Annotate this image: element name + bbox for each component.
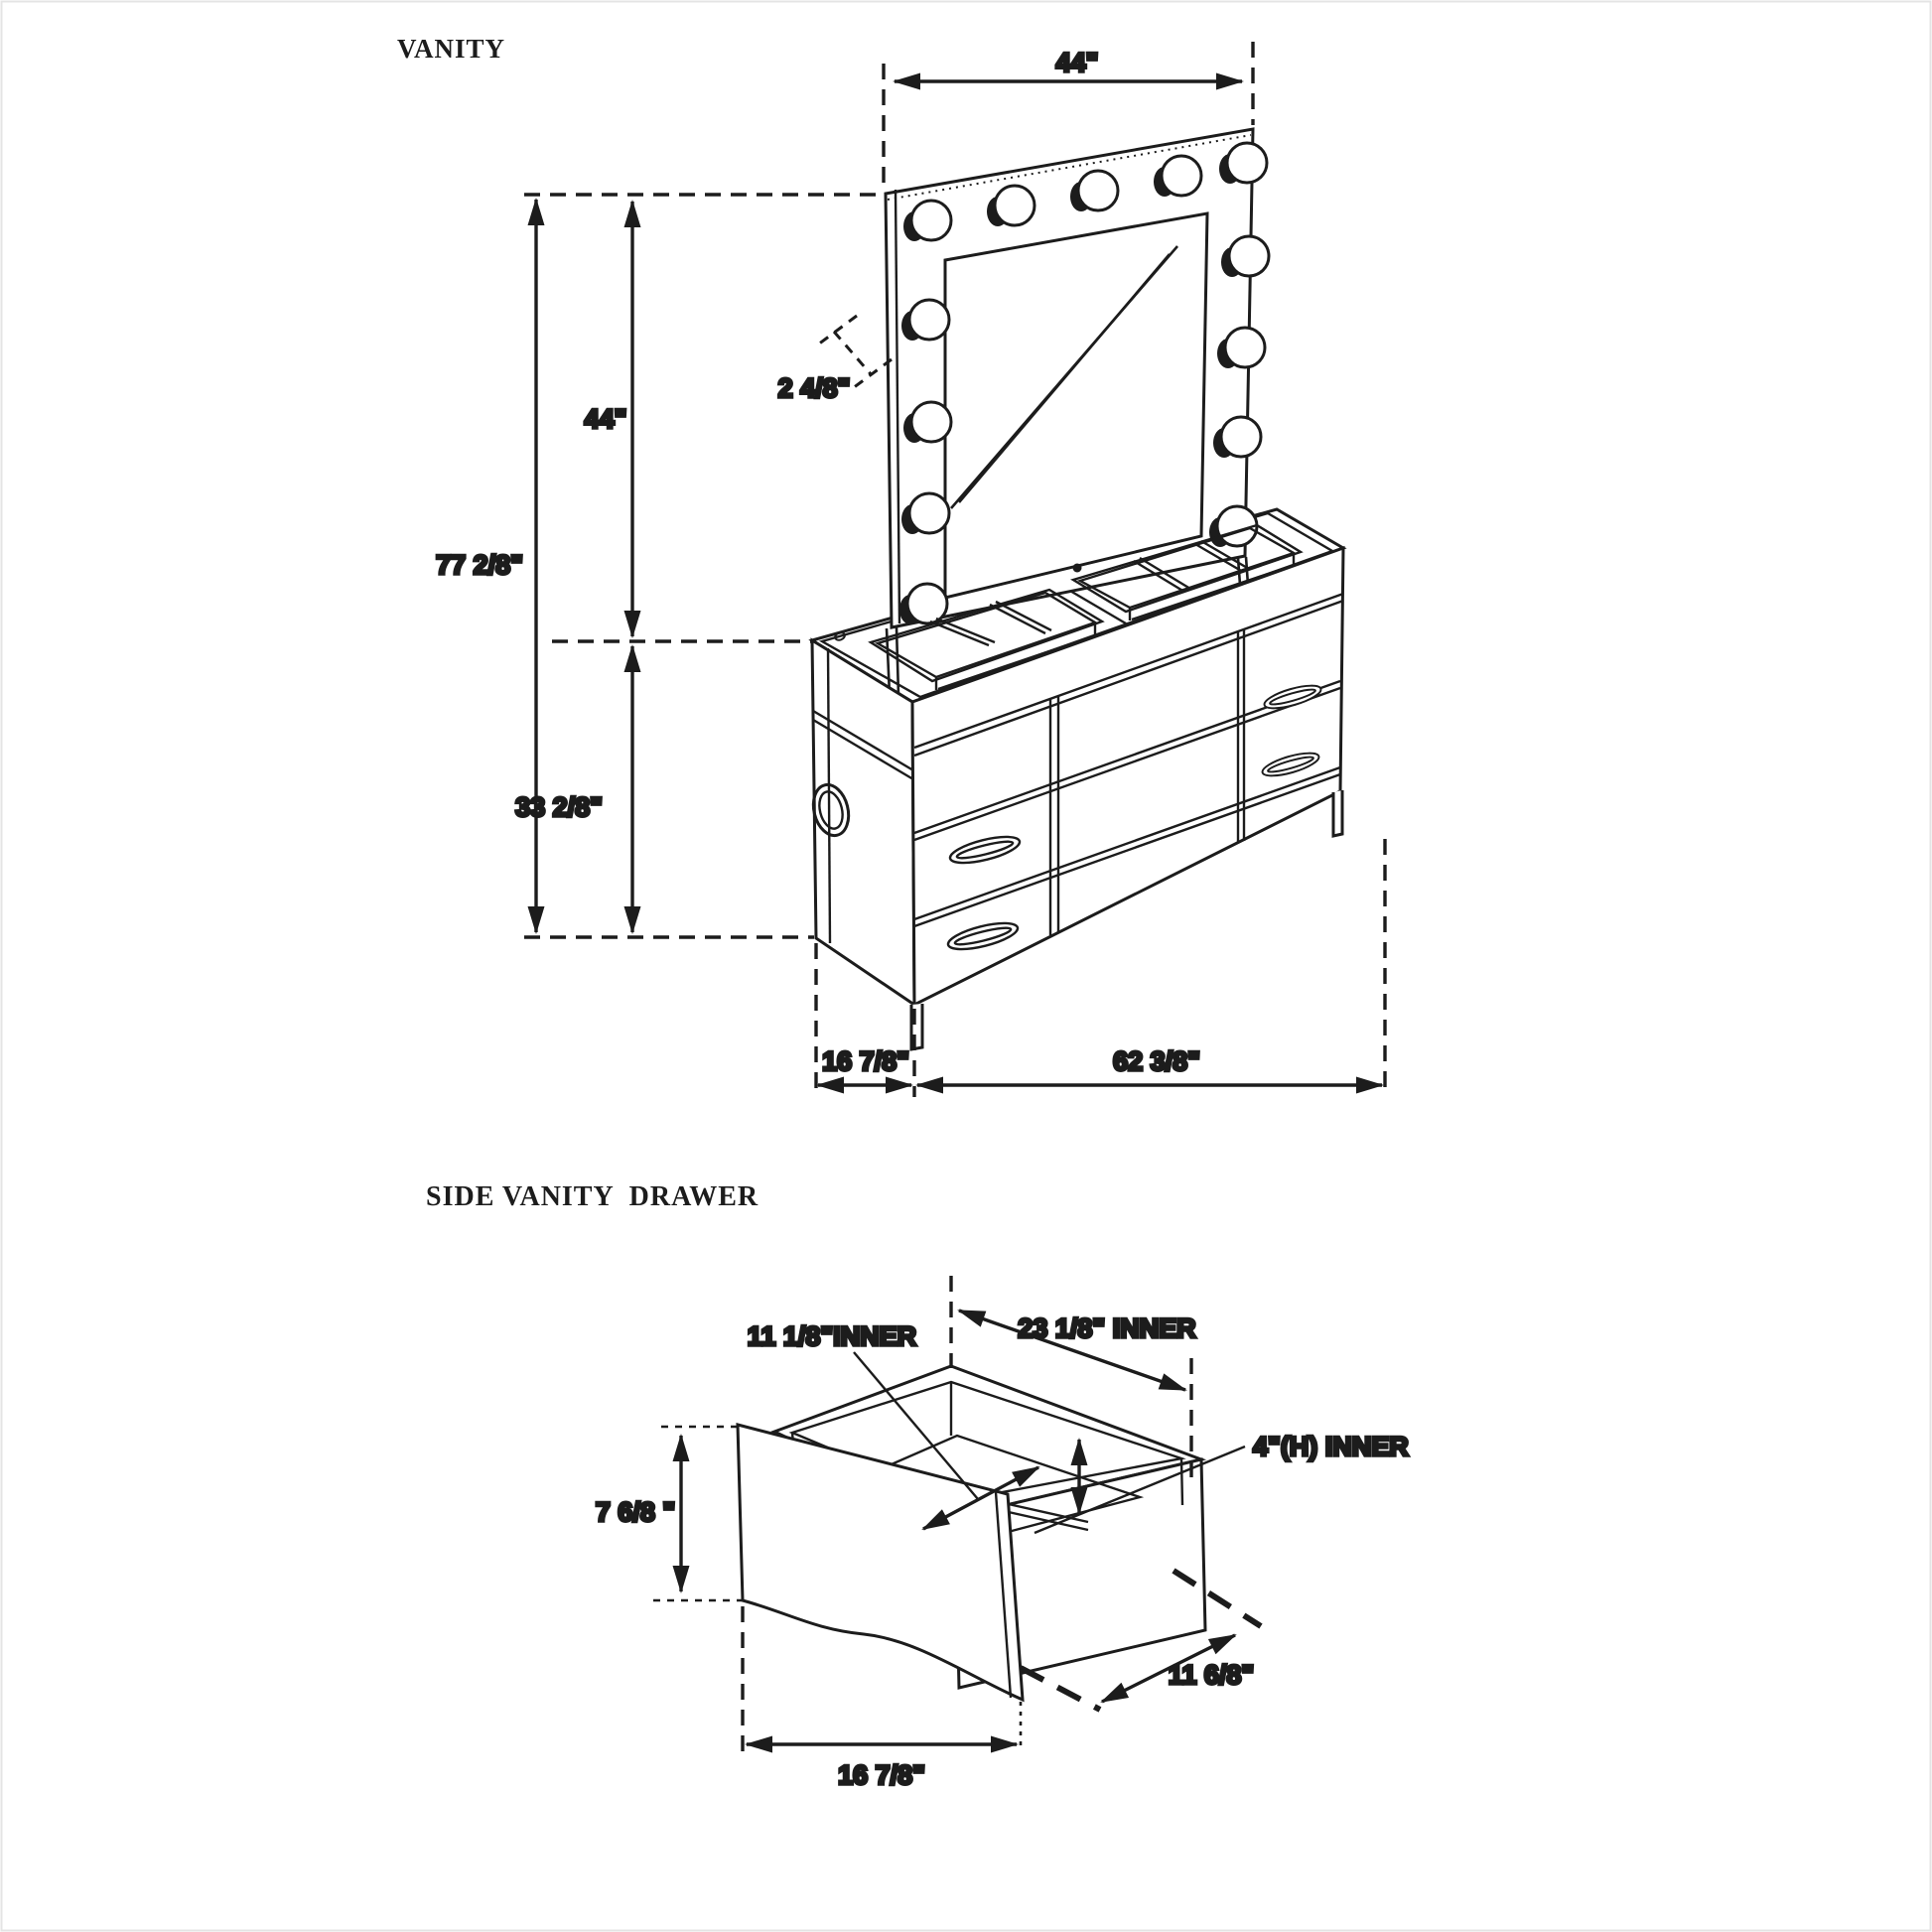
dim-inner-height-label: 4"(H) INNER: [1253, 1432, 1409, 1461]
side-drawer-title: SIDE VANITY DRAWER: [426, 1181, 759, 1212]
dim-inner-width-label: 11 1/8"INNER: [747, 1321, 917, 1351]
dim-dresser-height-label: 33 2/8": [515, 792, 603, 822]
mirror-glass: [945, 213, 1207, 598]
dim-dresser-width-label: 62 3/8": [1113, 1046, 1200, 1076]
dresser-leg: [1333, 790, 1342, 836]
dim-drawer-depth-label: 11 6/8": [1168, 1660, 1255, 1690]
vanity-title: VANITY: [397, 34, 506, 64]
screw-dot: [1073, 564, 1082, 573]
dim-inner-length-label: 23 1/8" INNER: [1018, 1313, 1196, 1343]
dim-total-height-label: 77 2/8": [436, 550, 523, 580]
dim-front-width-label: 16 7/8": [838, 1760, 925, 1790]
dim-mirror-height-label: 44": [584, 404, 627, 434]
dim-front-height-label: 7 6/8 ": [595, 1497, 676, 1527]
dim-mirror-width-label: 44": [1055, 48, 1099, 77]
dim-frame-thickness-label: 2 4/8": [777, 373, 851, 403]
dim-dresser-depth-label: 16 7/8": [822, 1046, 909, 1076]
